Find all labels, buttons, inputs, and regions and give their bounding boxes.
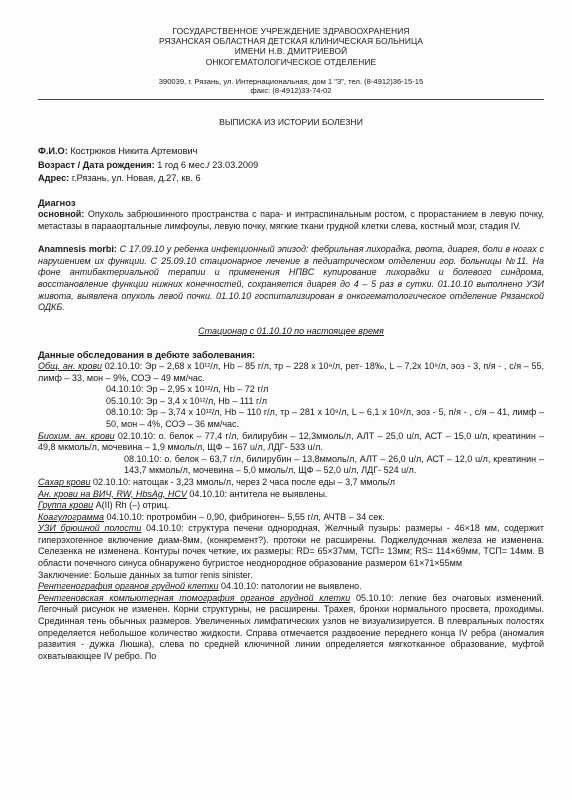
ct-text: 05.10.10: легкие без очаговых изменений. Легочный рисунок не изменен. Корни структурны, не расширены. Трахея, бронхи нормального просвета, проходимы. Срединная тень обычных размеров. Увеличенных лимфатических узлов не визуализируется. В плевральных полостях определяется небольшое количество жидкости. Справа отмечается раздвоение переднего конца IV ребра (аномалия развития - дужка Люшка), слева по средней ключичной линии определяется мягкотканное образование, муфтой охватывающее IV ребро. По (38, 592, 544, 661)
cbc-row-4: 08.10.10: Эр – 3,74 х 10¹²/л, Hb – 110 г/л, тр – 281 х 10⁹/л, L – 6,1 х 10⁹/л, эоз - 5, п/я - , с/я – 41, лимф – 50, мон – 4%, СОЭ – 36 мм/час. (106, 407, 544, 429)
diagnosis-main-text: Опухоль забрюшинного пространства с пара- и интраспинальным ростом, с прорастанием в левую почку, метастазы в парааортальные лимфоулы, левую почку, мягкие ткани грудной клетки слева, костный мозг, стадия IV. (38, 209, 544, 231)
biochem-label: Биохим. ан. крови (38, 430, 115, 441)
blood-group-label: Группа крови (38, 500, 94, 511)
blood-group-text: A(II) Rh (–) отриц. (95, 500, 170, 511)
letterhead-address: 390039, г. Рязань, ул. Интернациональная, дом 1 "3", тел. (8-4912)36-15-15 (158, 76, 424, 86)
anamnesis-label: Anamnesis morbi: (38, 244, 117, 255)
cbc-label: Общ. ан. крови (38, 360, 103, 371)
diagnosis-main-label: основной: (38, 209, 85, 220)
letterhead-contacts (38, 77, 544, 96)
patient-name: Кострюков Никита Артемович (70, 146, 198, 157)
hospital-period: Стационар с 01.10.10 по настоящее время (198, 325, 384, 336)
onset-title: Данные обследования в дебюте заболевания: (38, 349, 256, 361)
hiv-text: 04.10.10: антитела не выявлены. (189, 488, 328, 499)
coag-label: Коагулограмма (38, 511, 105, 522)
patient-age-label: Возраст / Дата рождения: (38, 159, 155, 170)
sugar-text: 02.10.10: натощак - 3,23 ммоль/л, через 2 часа после еды – 3,7 ммоль/л (93, 476, 395, 487)
onset-findings (38, 349, 544, 662)
hiv-label: Ан. крови на ВИЧ, RW, HbsAg, HCV (38, 488, 187, 499)
coag-text: 04.10.10: протромбин – 0,90, фибриноген– 5,55 г/л, АЧТВ – 34 сек. (106, 511, 385, 522)
biochem-row-1: 02.10.10: о. белок – 77,4 г/л, билирубин – 12,3ммоль/л, АЛТ – 25,0 u/л, АСТ – 15,0 u/л, креатинин – 49,8 мкмоль/л, мочевина – 1,9 ммоль/л, ЩФ – 167 u/л, ЛДГ- 533 u/л. (38, 430, 544, 453)
letterhead-line-2: РЯЗАНСКАЯ ОБЛАСТНАЯ ДЕТСКАЯ КЛИНИЧЕСКАЯ БОЛЬНИЦА (158, 36, 424, 47)
patient-address-label: Адрес: (38, 173, 70, 184)
xray-text: 04.10.10: патологии не выявлено. (221, 581, 362, 592)
patient-info (38, 145, 544, 185)
biochem-row-2: 08.10.10: о. белок – 63,7 г/л, билирубин – 13,8ммоль/л, АЛТ – 26,0 u/л, АСТ – 12,0 u/л, креатинин – 143,7 мкмоль/л, мочевина – 5,0 ммоль/л, ЩФ – 52,0 u/л, ЛДГ- 524 u/л. (124, 453, 544, 476)
patient-address: г.Рязань, ул. Новая, д.27, кв. 6 (71, 173, 201, 184)
cbc-row-3: 05.10.10: Эр – 3,4 х 10¹²/л, Hb – 111 г/л (106, 395, 268, 406)
diagnosis-title: Диагноз (38, 197, 76, 209)
letterhead (38, 26, 544, 67)
us-text: 04.10.10: структура печени однородная, Желчный пузырь: размеры - 46×18 мм, содержит гиперэхогенное включение диам-8мм, (конкремент?). протоки не расширены. Поджелудочная железа не изменена. Селезенка не изменена. Контуры почек четкие, их размеры: RD= 65×37мм, ТСП= 13мм; RS= 114×69мм, ТСП= 14мм. В области почечного синуса обнаружено бугристое неоднородное образование размером 61×71×55мм (38, 523, 544, 569)
anamnesis-text: С 17.09.10 у ребенка инфекционный эпизод: фебрильная лихорадка, рвота, диарея, боли в ногах с нарушением их функции. С 25.09.10 стационарное лечение в педиатрическом отделении гор. больницы №11. На фоне антибактериальной терапии и применения НПВС купирование лихорадки и болевого синдрома, восстановление функции нижних конечностей, сохраняется диарея до 4 – 5 раз в сутки. 01.10.10 выполнено УЗИ живота, выявлена опухоль левой почки. 01.10.10 госпитализирован в онкогематологическое отделение Рязанской ОДКБ. (38, 244, 544, 313)
ct-label: Рентгеновская компьютерная томография органов грудной клетки (38, 592, 351, 603)
letterhead-fax: факс: (8-4912)33-74-02 (250, 86, 332, 96)
patient-age: 1 год 6 мес./ 23.03.2009 (157, 159, 259, 170)
cbc-row-2: 04.10.10: Эр – 2,95 х 10¹²/л, Hb – 72 г/л (106, 384, 269, 395)
sugar-label: Сахар крови (38, 476, 91, 487)
patient-name-label: Ф.И.О: (38, 146, 68, 157)
cbc-row-1: 02.10.10: Эр – 2,68 х 10¹²/л, Hb – 85 г/л, тр – 228 х 10⁹/л, рет- 18‰, L – 7,2х 10⁹/л, эоз - 3, п/я - , с/я – 55, лимф – 33, мон – 9%, СОЭ – 49 мм/час. (38, 360, 544, 383)
diagnosis-section (38, 197, 544, 232)
anamnesis-section (38, 244, 544, 314)
us-conclusion: Заключение: Больше данных за tumor renis sinister. (38, 569, 253, 580)
letterhead-line-3: ИМЕНИ Н.В. ДМИТРИЕВОЙ (234, 46, 348, 57)
us-label: УЗИ брюшной полости (38, 523, 142, 534)
letterhead-line-4: ОНКОГЕМАТОЛОГИЧЕСКОЕ ОТДЕЛЕНИЕ (205, 56, 377, 67)
xray-label: Рентгенография органов грудной клетки (38, 581, 219, 592)
document-title: ВЫПИСКА ИЗ ИСТОРИИ БОЛЕЗНИ (219, 116, 363, 127)
letterhead-line-1: ГОСУДАРСТВЕННОЕ УЧРЕЖДЕНИЕ ЗДРАВООХРАНЕНИЯ (172, 26, 410, 36)
header-divider (38, 99, 544, 100)
